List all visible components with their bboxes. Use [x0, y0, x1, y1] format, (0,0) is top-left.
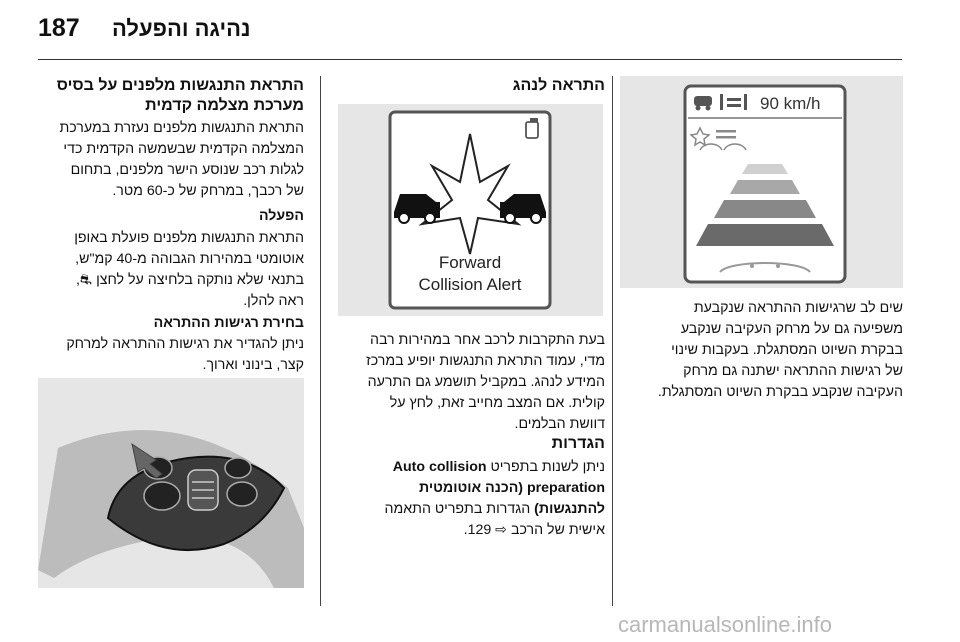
- section-heading-driver-alert: התראה לנהג: [512, 77, 605, 94]
- alert-label-line2: Collision Alert: [418, 275, 522, 294]
- page-number: 187: [38, 14, 80, 42]
- driver-alert-paragraph: בעת התקרבות לרכב אחר במהירות רבה מדי, עמוד התראת התנגשות יופיע במרכז המידע לנהג. במקביל תושמע גם התרעה קולית. אם המצב מחייב זאת, לחץ על דוושת הבלמים.: [366, 332, 605, 432]
- settings-menu-name: Auto collision: [392, 459, 487, 475]
- section-heading-fca-camera-line1: התראת התנגשות מלפנים על בסיס: [56, 77, 304, 94]
- activation-heading: הפעלה: [258, 208, 304, 224]
- settings-line-3-text: הגדרות בתפריט התאמה: [384, 501, 535, 517]
- watermark: carmanualsonline.info: [618, 612, 833, 637]
- alert-label-line1: Forward: [438, 253, 502, 272]
- sensitivity-heading: בחירת רגישות ההתראה: [153, 315, 304, 331]
- fca-camera-paragraph: התראת התנגשות מלפנים נעזרת במערכת המצלמה הקדמית שבשמשה הקדמית כדי לגלות רכב שנוסע הישר מלפנים, בתחום של רכבך, במרחק של כ-60 מטר.: [59, 120, 304, 199]
- activation-paragraph: התראת התנגשות מלפנים פועלת באופן אוטומטי במהירות הגבוהה מ-40 קמ"ש, בתנאי שלא נותקה בלחיצה על לחצן ⛐, ראה להלן.: [74, 230, 304, 309]
- column-divider-right: [612, 76, 613, 606]
- settings-paragraph: [330, 457, 605, 541]
- settings-heading: הגדרות: [551, 435, 605, 452]
- settings-line-2: [330, 478, 605, 499]
- cluster-display-illustration: [620, 76, 903, 288]
- instrument-cluster-figure: [620, 76, 903, 288]
- settings-menu-name-end: להתנגשות): [534, 501, 605, 517]
- alert-display-illustration: [338, 104, 603, 316]
- settings-line-3: [330, 499, 605, 520]
- settings-menu-name-cont: preparation (הכנה אוטומטית: [418, 480, 605, 496]
- section-heading-fca-camera-line2: מערכת מצלמה קדמית: [145, 97, 304, 114]
- sensitivity-paragraph: ניתן להגדיר את רגישות ההתראה למרחק קצר, בינוני וארוך.: [66, 336, 304, 373]
- cruise-control-roller: [188, 470, 218, 510]
- steering-wheel-figure: [38, 378, 304, 588]
- steering-wheel-illustration: [38, 378, 304, 588]
- settings-line-1-text: ניתן לשנות בתפריט: [486, 459, 605, 475]
- speed-readout: 90 km/h: [760, 94, 821, 113]
- settings-line-1: [330, 457, 605, 478]
- forward-collision-alert-figure: [338, 104, 603, 316]
- settings-page-reference: אישית של הרכב ⇨ 129.: [463, 522, 605, 538]
- header-divider: [38, 59, 902, 60]
- chapter-title: נהיגה והפעלה: [112, 16, 251, 41]
- sensitivity-note: שים לב שרגישות ההתראה שנקבעת משפיעה גם על מרחק העקיבה שנקבע בבקרת השיוט המסתגלת. בעקבות שינוי של רגישות ההתראה ישתנה גם מרחק העקיבה שנקבע בבקרת השיוט המסתגלת.: [657, 300, 903, 400]
- column-divider-left: [320, 76, 321, 606]
- page-header: [0, 0, 960, 60]
